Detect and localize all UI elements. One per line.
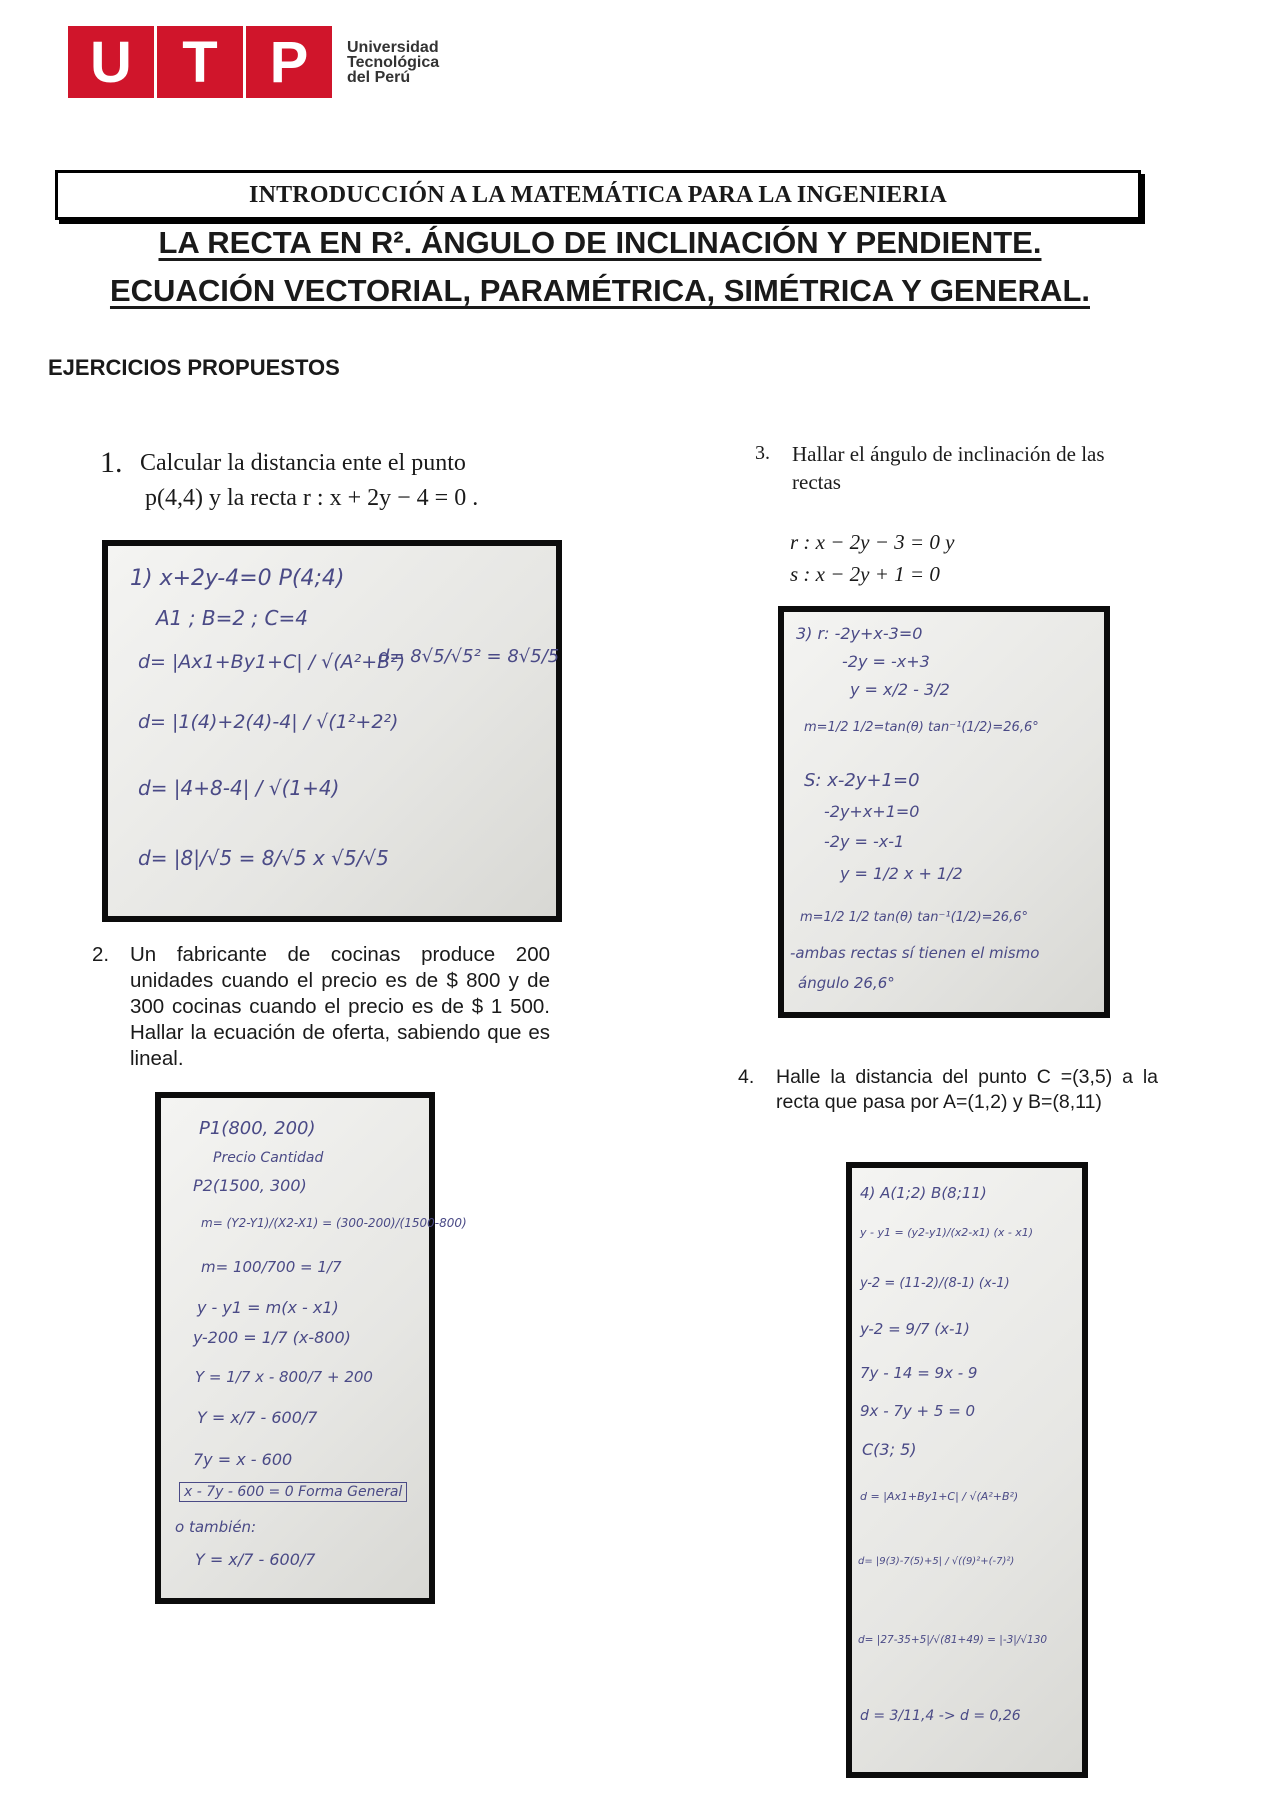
handwritten-line: o también: [175, 1518, 257, 1536]
problem-2 [92, 942, 550, 1072]
handwritten-line: m= (Y2-Y1)/(X2-X1) = (300-200)/(1500-800) [201, 1216, 467, 1230]
handwritten-line: Y = x/7 - 600/7 [195, 1550, 316, 1569]
handwritten-solution-2-photo [155, 1092, 467, 1604]
handwritten-line: y - y1 = (y2-y1)/(x2-x1) (x - x1) [860, 1226, 1034, 1239]
handwritten-line: P1(800, 200) [199, 1118, 316, 1139]
handwritten-line: -ambas rectas sí tienen el mismo [790, 944, 1040, 962]
handwritten-line: 9x - 7y + 5 = 0 [860, 1402, 976, 1420]
logo-letter: U [68, 26, 154, 98]
problem-3-text: Hallar el ángulo de inclinación de las [792, 442, 1105, 466]
logo-letter: P [246, 26, 332, 98]
handwritten-line: A1 ; B=2 ; C=4 [156, 606, 308, 630]
problem-1-equation: p(4,4) y la recta r : x + 2y − 4 = 0 . [145, 485, 479, 511]
handwritten-line: d= |27-35+5|/√(81+49) = |-3|/√130 [858, 1634, 1048, 1646]
handwritten-solution-1-photo [102, 540, 562, 922]
problem-4 [738, 1065, 1158, 1115]
handwritten-line: 7y - 14 = 9x - 9 [860, 1364, 978, 1382]
handwritten-line: P2(1500, 300) [193, 1176, 307, 1195]
handwritten-line: 7y = x - 600 [193, 1450, 293, 1469]
handwritten-line-boxed: x - 7y - 600 = 0 Forma General [179, 1482, 407, 1502]
handwritten-line: Y = x/7 - 600/7 [197, 1408, 318, 1427]
handwritten-line: d= |4+8-4| / √(1+4) [138, 776, 340, 800]
handwritten-line: Y = 1/7 x - 800/7 + 200 [195, 1368, 373, 1386]
handwritten-line: 3) r: -2y+x-3=0 [796, 624, 923, 643]
problem-3-number: 3. [755, 442, 770, 464]
handwritten-solution-4-photo [846, 1162, 1088, 1778]
handwritten-line: d = 3/11,4 -> d = 0,26 [860, 1708, 1021, 1724]
handwritten-line: d= |Ax1+By1+C| / √(A²+B²) [138, 651, 406, 673]
topic-title-line-2: ECUACIÓN VECTORIAL, PARAMÉTRICA, SIMÉTRICA Y GENERAL. [109, 273, 1090, 308]
handwritten-line: C(3; 5) [862, 1440, 917, 1459]
handwritten-line: y-2 = 9/7 (x-1) [860, 1320, 970, 1338]
handwritten-line: d= |9(3)-7(5)+5| / √((9)²+(-7)²) [858, 1556, 1015, 1567]
problem-4-text: Halle la distancia del punto C =(3,5) a la recta que pasa por A=(1,2) y B=(8,11) [776, 1066, 1158, 1113]
problem-2-number: 2. [92, 943, 110, 966]
handwritten-line: S: x-2y+1=0 [804, 770, 920, 791]
utp-logo [68, 26, 439, 98]
handwritten-line: y = 1/2 x + 1/2 [840, 864, 963, 883]
logo-letter: T [157, 26, 243, 98]
handwritten-line: m= 100/700 = 1/7 [201, 1258, 342, 1276]
handwritten-line: ángulo 26,6° [798, 974, 895, 992]
handwritten-line: y-200 = 1/7 (x-800) [193, 1328, 351, 1347]
problem-1-number: 1. [100, 446, 123, 479]
handwritten-line: Precio Cantidad [213, 1150, 324, 1166]
problem-3-text: rectas [792, 470, 841, 494]
handwritten-line: d= 8√5/√5² = 8√5/5 [378, 646, 560, 667]
course-title: INTRODUCCIÓN A LA MATEMÁTICA PARA LA INGENIERIA [55, 170, 1141, 220]
handwritten-line: d= |8|/√5 = 8/√5 x √5/√5 [138, 846, 389, 870]
problem-3-equation-r: r : x − 2y − 3 = 0 y [790, 530, 955, 554]
handwritten-line: 4) A(1;2) B(8;11) [860, 1184, 987, 1202]
problem-2-text: Un fabricante de cocinas produce 200 unidades cuando el precio es de $ 800 y de 300 cocinas cuando el precio es de $ 1 500. Hallar la ecuación de oferta, sabiendo que es lineal. [130, 943, 550, 1070]
logo-text-line: del Perú [347, 68, 411, 86]
problem-1-text: Calcular la distancia ente el punto [140, 450, 466, 476]
handwritten-line: m=1/2 1/2 tan(θ) tan⁻¹(1/2)=26,6° [800, 910, 1028, 925]
handwritten-line: -2y+x+1=0 [824, 802, 920, 821]
logo-wordmark [347, 40, 439, 85]
logo-text-line: Universidad [347, 38, 439, 56]
topic-title-line-1: LA RECTA EN R². ÁNGULO DE INCLINACIÓN Y PENDIENTE. [158, 225, 1042, 260]
logo-text-line: Tecnológica [347, 53, 440, 71]
handwritten-line: y - y1 = m(x - x1) [197, 1298, 339, 1317]
handwritten-line: -2y = -x-1 [824, 832, 905, 851]
problem-3-equation-s: s : x − 2y + 1 = 0 [790, 562, 940, 586]
section-title: EJERCICIOS PROPUESTOS [48, 355, 340, 380]
handwritten-line: d= |1(4)+2(4)-4| / √(1²+2²) [138, 711, 399, 733]
handwritten-line: y = x/2 - 3/2 [850, 680, 950, 699]
handwritten-line: 1) x+2y-4=0 P(4;4) [130, 566, 345, 591]
problem-4-number: 4. [738, 1066, 755, 1088]
handwritten-solution-3-photo [778, 606, 1110, 1018]
handwritten-line: y-2 = (11-2)/(8-1) (x-1) [860, 1276, 1010, 1291]
handwritten-line: -2y = -x+3 [842, 652, 930, 671]
handwritten-line: m=1/2 1/2=tan(θ) tan⁻¹(1/2)=26,6° [804, 720, 1039, 735]
handwritten-line: d = |Ax1+By1+C| / √(A²+B²) [860, 1490, 1019, 1503]
